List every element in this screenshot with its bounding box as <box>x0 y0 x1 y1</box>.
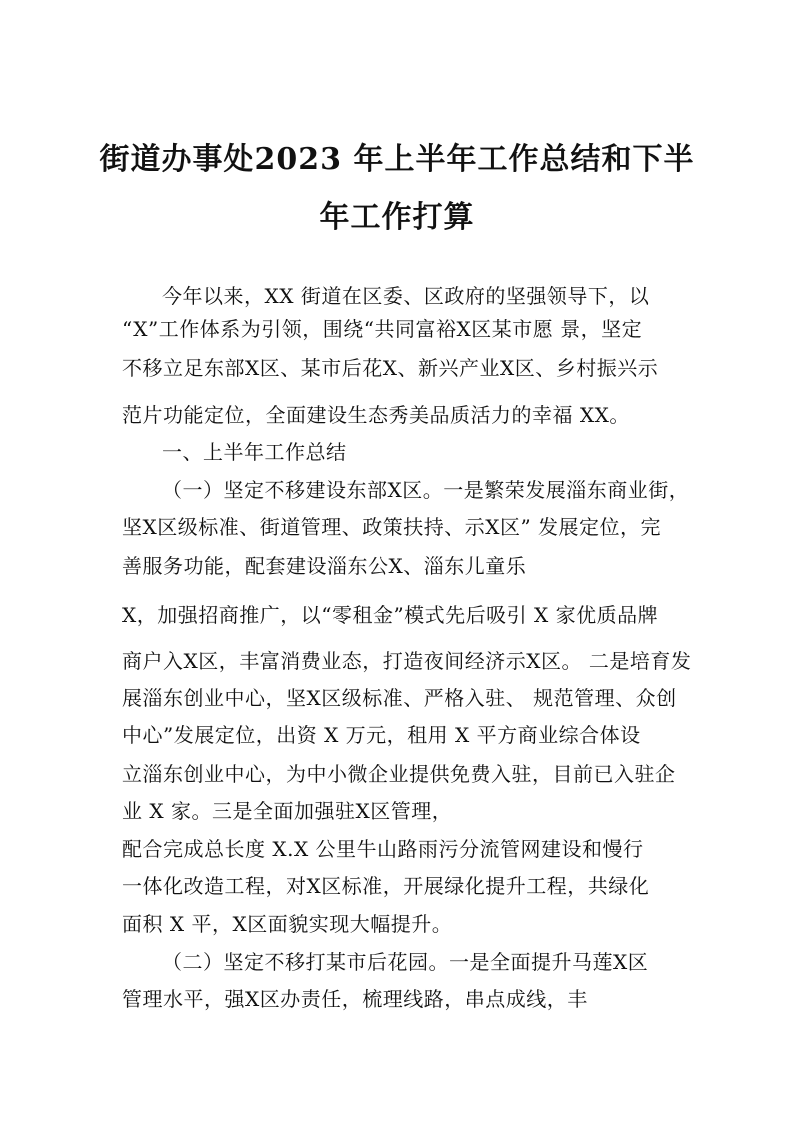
document-title-line-1: 街道办事处2023 年上半年工作总结和下半 <box>99 142 695 177</box>
paragraph-line: 范片功能定位，全面建设生态秀美品质活力的幸福 XX。 <box>122 403 630 427</box>
paragraph-line: 业 X 家。三是全面加强驻X区管理， <box>122 799 453 823</box>
paragraph-line: 管理水平，强X区办责任，梳理线路，串点成线，丰 <box>122 987 588 1011</box>
paragraph-line: 不移立足东部X区、某市后花X、新兴产业X区、乡村振兴示 <box>122 356 659 380</box>
paragraph-line: “X”工作体系为引领，围绕“共同富裕X区某市愿 景，坚定 <box>122 317 643 341</box>
paragraph-line: 善服务功能，配套建设淄东公X、淄东儿童乐 <box>122 554 527 578</box>
paragraph-line: （一）坚定不移建设东部X区。一是繁荣发展淄东商业街， <box>162 478 690 502</box>
paragraph-line: （二）坚定不移打某市后花园。一是全面提升马莲X区 <box>162 950 649 974</box>
paragraph-line: X，加强招商推广，以“零租金”模式先后吸引 X 家优质品牌 <box>122 603 659 627</box>
section-heading: 一、上半年工作总结 <box>162 440 347 464</box>
paragraph-line: 立淄东创业中心，为中小微企业提供免费入驻，目前已入驻企 <box>122 762 676 786</box>
paragraph-line: 展淄东创业中心，坚X区级标准、严格入驻、 规范管理、众创 <box>122 686 677 710</box>
paragraph-line: 坚X区级标准、街道管理、政策扶持、示X区” 发展定位，完 <box>122 515 662 539</box>
paragraph-line: 一体化改造工程，对X区标准，开展绿化提升工程，共绿化 <box>122 874 650 898</box>
paragraph-line: 商户入X区，丰富消费业态，打造夜间经济示X区。 二是培育发 <box>122 649 692 673</box>
paragraph-line: 今年以来，XX 街道在区委、区政府的坚强领导下，以 <box>162 284 650 308</box>
document-title-line-2: 年工作打算 <box>319 200 475 235</box>
paragraph-line: 面积 X 平，X区面貌实现大幅提升。 <box>122 912 453 936</box>
paragraph-line: 中心”发展定位，出资 X 万元，租用 X 平方商业综合体设 <box>122 723 641 747</box>
paragraph-line: 配合完成总长度 X.X 公里牛山路雨污分流管网建设和慢行 <box>122 837 644 861</box>
